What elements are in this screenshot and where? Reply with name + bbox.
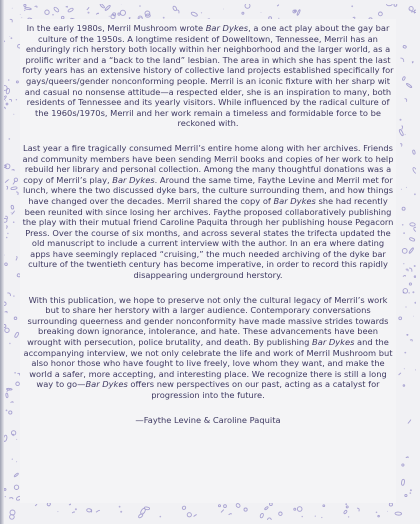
italic-title: Bar Dykes [273, 195, 316, 206]
text-run: and the accompanying interview, we not only celebrate the life and work of Merril Mushroom but also honor those who have fought to live freely, love whom they want, and make the world a safer, more accepting, and interesting place. We recognize there is still a long way to go— [23, 337, 393, 390]
text-run: With this publication, we hope to preserve not only the cultural legacy of Merril’s work but to share her herstory with a larger audience. Contemporary conversations surrounding queerness and gender nonconformity have made massive strides towards breaking down ignorance, intolerance, and hate. These advancements have been wrought with persecution, police brutality, and death. By publishing [27, 294, 389, 348]
paragraph-2 [22, 143, 394, 281]
text-run: . Around the same time, Faythe Levine and Merril met for lunch, where the two discussed dyke bars, the culture surrounding them, and how things have changed over the decades. Merril shared the copy of [22, 174, 394, 206]
italic-title: Bar Dykes [112, 174, 155, 185]
text-run: she had recently been reunited with since losing her archives. Faythe proposed collaboratively publishing the play with their mutual friend Caroline Paquita through her publishing house Pegacorn Press. Over the course of six months, and across several states the trifecta updated the old manuscript to include a current interview with the author. In an era where dating apps have seemingly replaced “cruising,” the much needed archiving of the dyke bar culture of the twentieth century has become imperative, in order to record this rapidly disappearing underground herstory. [22, 195, 394, 281]
text-run: , a one act play about the gay bar culture of the 1950s. A longtime resident of Dowelltown, Tennessee, Merril has an enduringly rich herstory both locally within her neighborhood and the larger world, as a prolific writer and a “back to the land” lesbian. The area in which she has spent the last forty years has an extensive history of collective land projects established specifically for gays/queers/gender nonconforming people. Merril is an iconic fixture with her sharp wit and casual no nonsense attitude—a respected elder, she is an inspiration to many, both residents of Tennessee and its yearly visitors. While influenced by the radical culture of the 1960s/1970s, Merril and her work remain a timeless and formidable force to be reckoned with. [22, 23, 394, 129]
italic-title: Bar Dykes [312, 337, 355, 348]
text-run: Last year a fire tragically consumed Merril’s entire home along with her archives. Friends and community members have been sending Merril books and copies of her work to help rebuild her library and personal collection. Among the many thoughtful donations was a copy of Merril’s play, [22, 142, 394, 185]
text-run: offers new perspectives on our past, acting as a catalyst for progression into the future. [127, 379, 380, 400]
document-body [22, 23, 394, 439]
text-run: In the early 1980s, Merril Mushroom wrote [26, 23, 206, 33]
italic-title: Bar Dykes [85, 379, 128, 390]
italic-title: Bar Dykes [205, 23, 249, 33]
paragraph-1 [22, 23, 394, 129]
signature: —Faythe Levine & Caroline Paquita [135, 414, 281, 425]
paragraph-3 [22, 295, 394, 401]
